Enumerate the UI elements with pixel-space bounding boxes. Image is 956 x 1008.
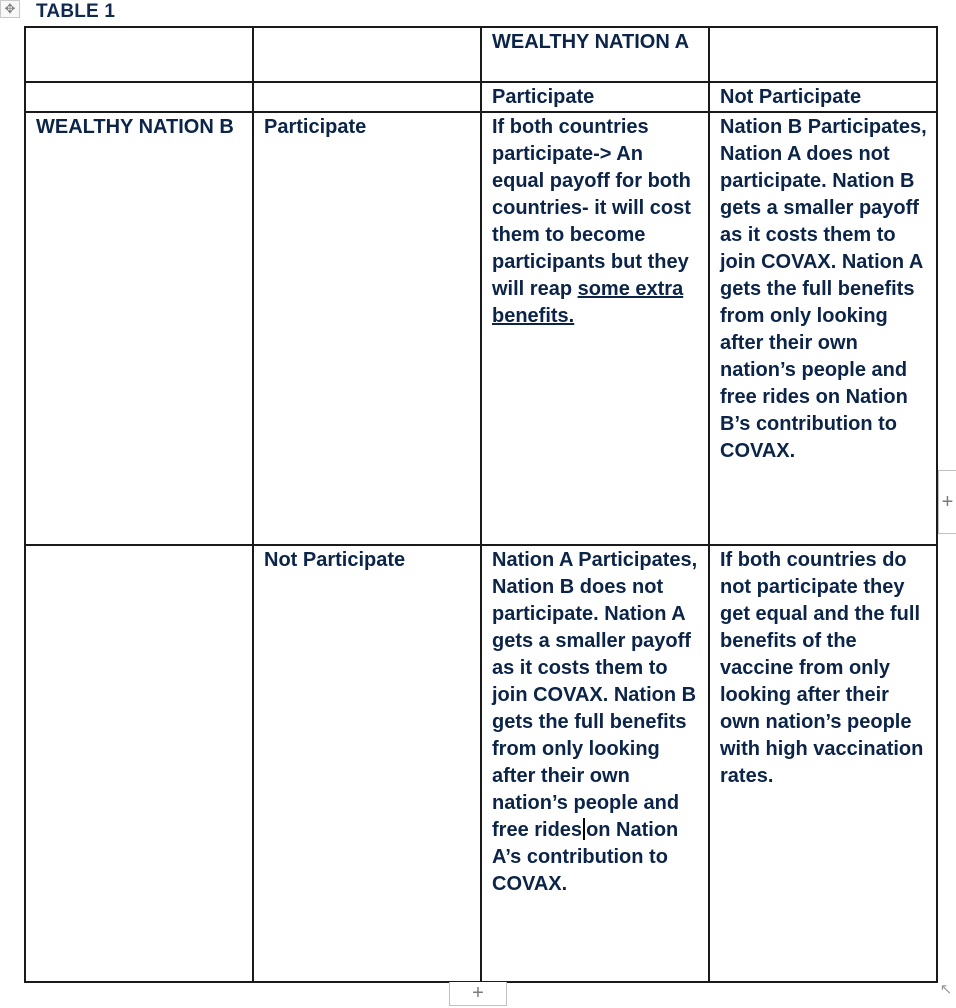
cell-text: If both countries do not participate they get equal and the full benefits of the vaccine from only looking after their own nation’s people with high vaccination rates. [720,549,924,787]
cell-b-participate-a-participate[interactable] [481,112,709,545]
col-not-participate-header[interactable] [709,82,937,112]
cell-b-participate-a-not-participate[interactable] [709,112,937,545]
row-participate-label: Participate [264,116,367,138]
empty-cell[interactable] [253,82,481,112]
col-not-participate-label: Not Participate [720,86,862,108]
table-row [25,27,937,82]
cell-text: Nation B Participates, Nation A does not participate. Nation B gets a smaller payoff as it costs them to join COVAX. Nation A gets the full benefits from only looking after their own nation’s people and free rides on Nation B’s contribution to COVAX. [720,116,927,462]
empty-cell[interactable] [253,27,481,82]
table-resize-icon[interactable]: ↖ [939,981,953,998]
table-move-handle-icon[interactable]: ✥ [0,0,20,18]
empty-cell[interactable] [25,27,253,82]
table-caption: TABLE 1 [36,1,116,22]
nation-a-title: WEALTHY NATION A [492,31,690,53]
table-row [25,112,937,545]
add-row-plus-icon[interactable]: + [449,982,507,1006]
underlined-text: some extra benefits. [492,278,684,327]
payoff-table [24,26,938,983]
table-row [25,82,937,112]
row-not-participate-label: Not Participate [264,549,406,571]
empty-cell[interactable] [25,545,253,982]
row-participate-header[interactable] [253,112,481,545]
empty-cell[interactable] [25,82,253,112]
cell-b-not-participate-a-participate[interactable] [481,545,709,982]
cell-text: Nation A Participates, Nation B does not participate. Nation A gets a smaller payoff as it costs them to join COVAX. Nation B gets the full benefits from only looking after their own nation’s people and free rides [492,549,698,841]
table-row [25,545,937,982]
text-cursor [583,818,585,840]
col-participate-label: Participate [492,86,595,108]
nation-a-header[interactable] [481,27,709,82]
cell-text: on Nation A’s contribution to COVAX. [492,819,679,895]
col-participate-header[interactable] [481,82,709,112]
add-column-plus-icon[interactable]: + [938,470,956,534]
row-not-participate-header[interactable] [253,545,481,982]
empty-cell[interactable] [709,27,937,82]
nation-b-title: WEALTHY NATION B [36,116,234,138]
nation-b-header[interactable] [25,112,253,545]
cell-b-not-participate-a-not-participate[interactable] [709,545,937,982]
cell-text: If both countries participate-> An equal payoff for both countries- it will cost them to become participants but they will reap [492,116,691,300]
